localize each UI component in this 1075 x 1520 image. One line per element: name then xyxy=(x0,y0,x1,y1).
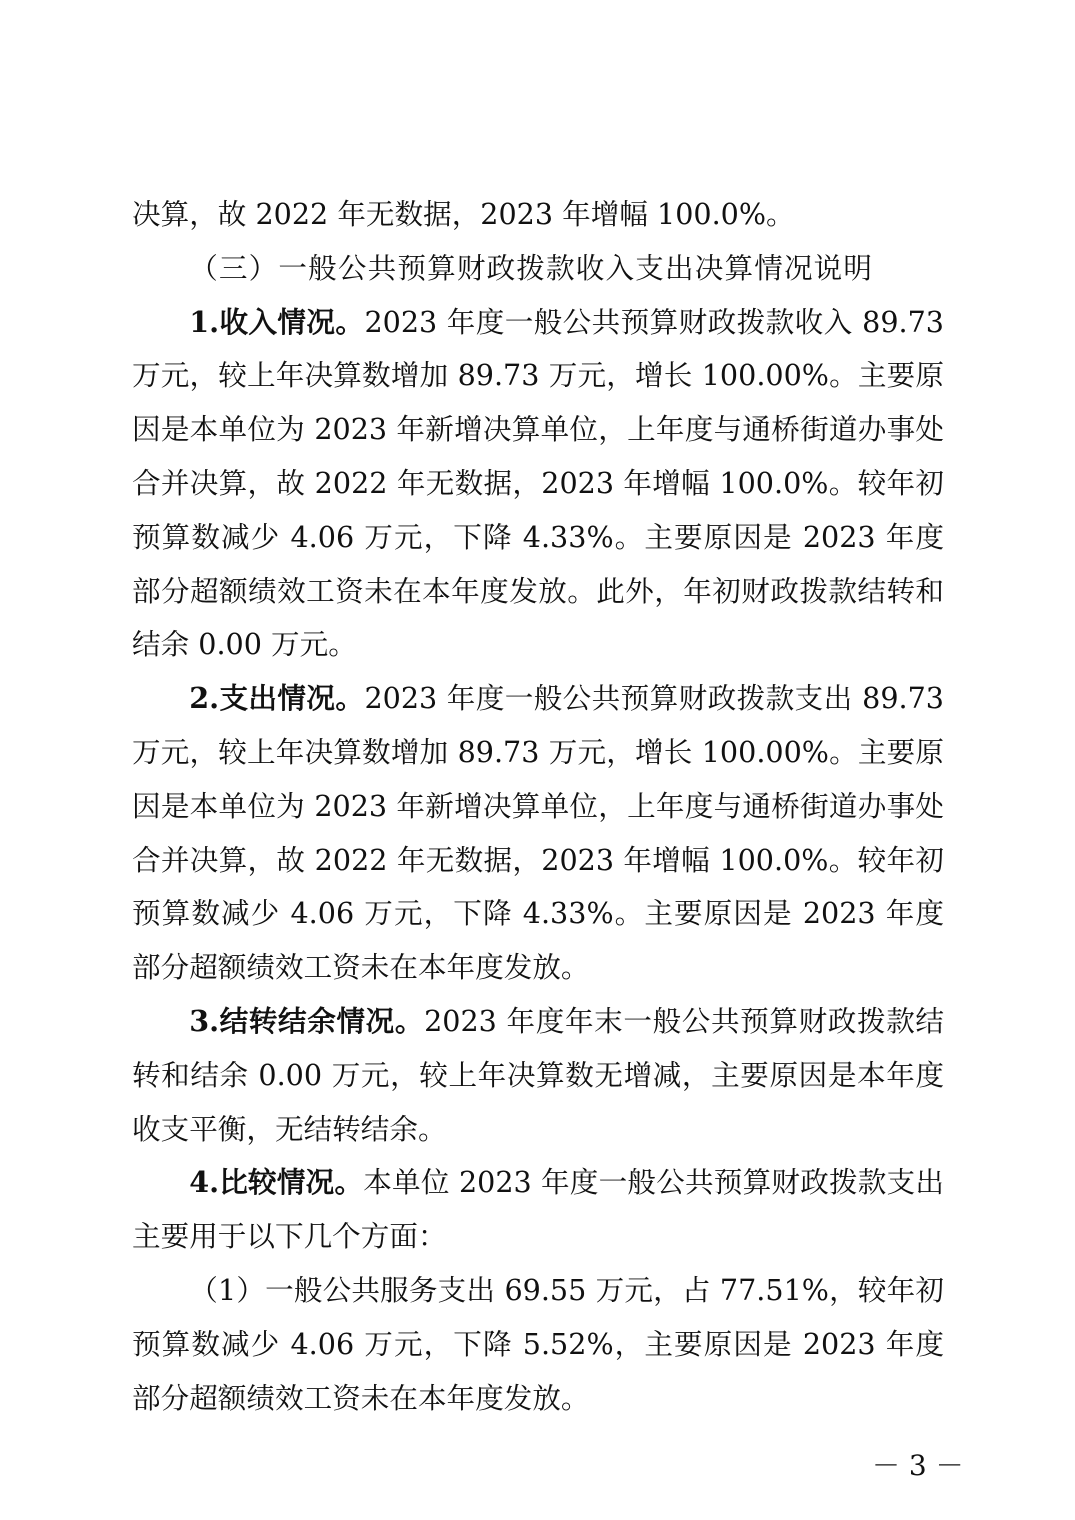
paragraph-text: 2023 年度一般公共预算财政拨款支出 89.73 万元，较上年决算数增加 89.73 万元，增长 100.00%。主要原因是本单位为 2023 年新增决算单位，上年度与通桥街道办事处合并决算，故 2022 年无数据，2023 年增幅 100.0%。较年初预算数减少 4.06 万元，下降 4.33%。主要原因是 2023 年度部分超额绩效工资未在本年度发放。 xyxy=(132,681,944,985)
section-heading-text: （三）一般公共预算财政拨款收入支出决算情况说明 xyxy=(189,250,874,285)
paragraph-text: 决算，故 2022 年无数据，2023 年增幅 100.0%。 xyxy=(132,197,795,231)
paragraph-text: 2023 年度一般公共预算财政拨款收入 89.73 万元，较上年决算数增加 89.73 万元，增长 100.00%。主要原因是本单位为 2023 年新增决算单位，上年度与通桥街道办事处合并决算，故 2022 年无数据，2023 年增幅 100.0%。较年初预算数减少 4.06 万元，下降 4.33%。主要原因是 2023 年度部分超额绩效工资未在本年度发放。此外，年初财政拨款结转和结余 0.00 万元。 xyxy=(132,304,944,662)
paragraph-expenditure xyxy=(132,672,944,995)
paragraph-comparison xyxy=(132,1156,944,1264)
paragraph-text: 本单位 2023 年度一般公共预算财政拨款支出主要用于以下几个方面： xyxy=(132,1165,944,1254)
paragraph-lead-income: 1.收入情况。 xyxy=(189,304,365,339)
paragraph-lead-comparison: 4.比较情况。 xyxy=(189,1165,364,1200)
section-heading xyxy=(132,242,944,296)
paragraph-lead-expenditure: 2.支出情况。 xyxy=(189,681,365,716)
paragraph-lead-balance: 3.结转结余情况。 xyxy=(189,1003,425,1038)
paragraph-income xyxy=(132,296,944,673)
paragraph-balance xyxy=(132,995,944,1156)
paragraph-item-1 xyxy=(132,1264,944,1425)
paragraph-continuation xyxy=(132,188,944,242)
paragraph-text: （1）一般公共服务支出 69.55 万元，占 77.51%，较年初预算数减少 4.06 万元，下降 5.52%，主要原因是 2023 年度部分超额绩效工资未在本年度发放。 xyxy=(132,1272,944,1415)
paragraph-text: 2023 年度年末一般公共预算财政拨款结转和结余 0.00 万元，较上年决算数无增减，主要原因是本年度收支平衡，无结转结余。 xyxy=(132,1003,944,1146)
document-body xyxy=(132,188,944,1425)
page-number: － 3 － xyxy=(872,1449,964,1482)
